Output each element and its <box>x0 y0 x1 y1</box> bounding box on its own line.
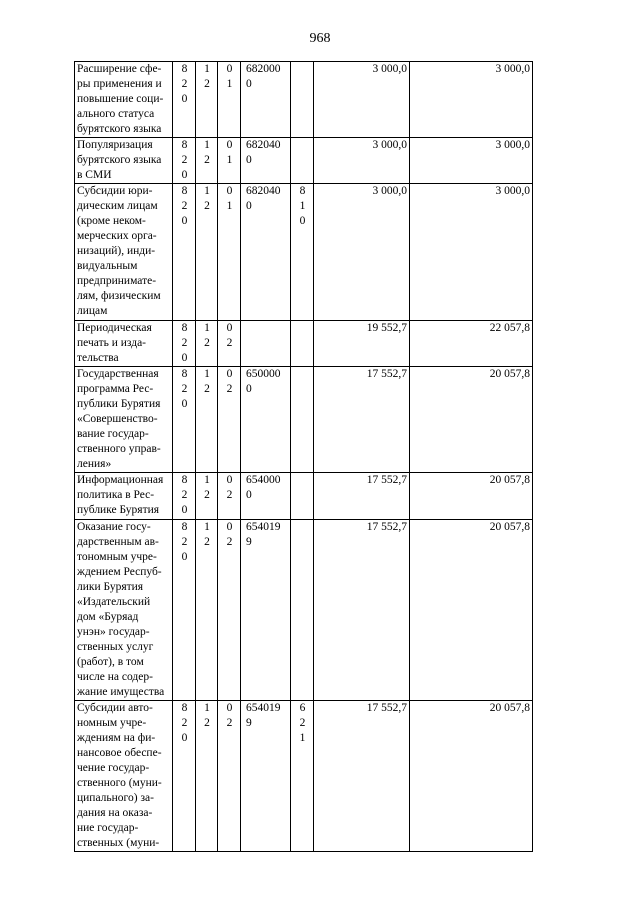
target-article-code: 650000 0 <box>241 367 291 473</box>
grbs-code: 8 2 0 <box>173 138 196 184</box>
target-article-code: 654019 9 <box>241 701 291 852</box>
amount-year-2: 3 000,0 <box>410 62 533 138</box>
section-code: 1 2 <box>196 62 218 138</box>
row-name: Субсидии юри- дическим лицам (кроме неком- мерческих орга- низаций), инди- видуальным предпринимате- лям, физическим лицам <box>75 184 173 321</box>
grbs-code: 8 2 0 <box>173 367 196 473</box>
amount-year-2: 22 057,8 <box>410 321 533 367</box>
table-row <box>75 520 533 701</box>
page-number: 968 <box>309 31 331 46</box>
table-row <box>75 321 533 367</box>
table-row <box>75 184 533 321</box>
amount-year-1: 17 552,7 <box>314 701 410 852</box>
amount-year-2: 20 057,8 <box>410 473 533 520</box>
target-article-code: 682000 0 <box>241 62 291 138</box>
row-name: Расширение сфе- ры применения и повышение соци- ального статуса бурятского языка <box>75 62 173 138</box>
section-code: 1 2 <box>196 520 218 701</box>
amount-year-1: 17 552,7 <box>314 520 410 701</box>
target-article-code <box>241 321 291 367</box>
expense-type-code <box>291 473 314 520</box>
target-article-code: 682040 0 <box>241 138 291 184</box>
subsection-code: 0 2 <box>218 701 241 852</box>
grbs-code: 8 2 0 <box>173 520 196 701</box>
expense-type-code <box>291 321 314 367</box>
grbs-code: 8 2 0 <box>173 701 196 852</box>
amount-year-2: 20 057,8 <box>410 701 533 852</box>
subsection-code: 0 2 <box>218 321 241 367</box>
amount-year-1: 3 000,0 <box>314 62 410 138</box>
target-article-code: 682040 0 <box>241 184 291 321</box>
amount-year-2: 20 057,8 <box>410 367 533 473</box>
subsection-code: 0 2 <box>218 473 241 520</box>
row-name: Субсидии авто- номным учре- ждениям на фи- нансовое обеспе- чение государ- ственного (муни- ципального) за- дания на оказа- ние государ- ственных (муни- <box>75 701 173 852</box>
row-name: Оказание госу- дарственным ав- тономным учре- ждением Респуб- лики Бурятия «Издательский дом «Буряад унэн» государ- ственных услуг (работ), в том числе на содер- жание имущества <box>75 520 173 701</box>
section-code: 1 2 <box>196 473 218 520</box>
grbs-code: 8 2 0 <box>173 321 196 367</box>
amount-year-2: 3 000,0 <box>410 184 533 321</box>
table-row <box>75 62 533 138</box>
expense-type-code: 6 2 1 <box>291 701 314 852</box>
row-name: Периодическая печать и изда- тельства <box>75 321 173 367</box>
table-row <box>75 701 533 852</box>
expense-type-code <box>291 520 314 701</box>
grbs-code: 8 2 0 <box>173 184 196 321</box>
table-row <box>75 473 533 520</box>
row-name: Государственная программа Рес- публики Бурятия «Совершенство- вание государ- ственного управ- ления» <box>75 367 173 473</box>
table-row <box>75 138 533 184</box>
target-article-code: 654019 9 <box>241 520 291 701</box>
section-code: 1 2 <box>196 701 218 852</box>
subsection-code: 0 1 <box>218 138 241 184</box>
grbs-code: 8 2 0 <box>173 473 196 520</box>
grbs-code: 8 2 0 <box>173 62 196 138</box>
amount-year-2: 20 057,8 <box>410 520 533 701</box>
amount-year-1: 19 552,7 <box>314 321 410 367</box>
table-row <box>75 367 533 473</box>
amount-year-1: 17 552,7 <box>314 367 410 473</box>
budget-table <box>74 61 533 852</box>
amount-year-1: 3 000,0 <box>314 184 410 321</box>
section-code: 1 2 <box>196 184 218 321</box>
subsection-code: 0 2 <box>218 367 241 473</box>
row-name: Популяризация бурятского языка в СМИ <box>75 138 173 184</box>
subsection-code: 0 1 <box>218 62 241 138</box>
expense-type-code: 8 1 0 <box>291 184 314 321</box>
target-article-code: 654000 0 <box>241 473 291 520</box>
amount-year-1: 17 552,7 <box>314 473 410 520</box>
subsection-code: 0 2 <box>218 520 241 701</box>
amount-year-1: 3 000,0 <box>314 138 410 184</box>
expense-type-code <box>291 62 314 138</box>
section-code: 1 2 <box>196 367 218 473</box>
row-name: Информационная политика в Рес- публике Бурятия <box>75 473 173 520</box>
section-code: 1 2 <box>196 321 218 367</box>
expense-type-code <box>291 138 314 184</box>
section-code: 1 2 <box>196 138 218 184</box>
amount-year-2: 3 000,0 <box>410 138 533 184</box>
subsection-code: 0 1 <box>218 184 241 321</box>
expense-type-code <box>291 367 314 473</box>
